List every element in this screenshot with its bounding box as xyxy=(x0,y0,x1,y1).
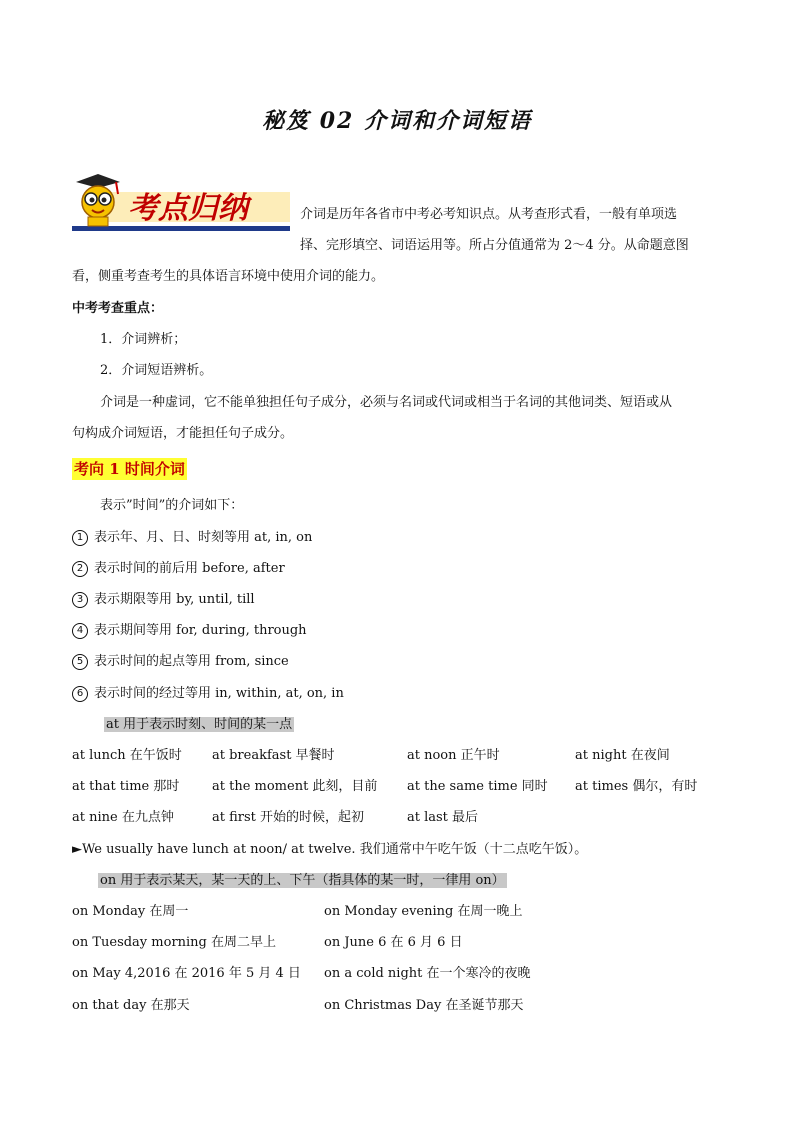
kaodian-guina-logo xyxy=(72,170,290,236)
logo-text: 考点归纳 xyxy=(128,191,248,226)
phrase-cell: at that time 那时 xyxy=(72,779,180,794)
intro-line-3: 看，侧重考查考生的具体语言环境中使用介词的能力。 xyxy=(72,269,385,284)
circled-number: 3 xyxy=(72,592,88,608)
page-title: 秘笈 02 介词和介词短语 xyxy=(262,108,532,134)
circled-number: 6 xyxy=(72,686,88,702)
phrase-cell: on May 4,2016 在 2016 年 5 月 4 日 xyxy=(72,966,301,981)
section-heading: 考向 1 时间介词 xyxy=(74,460,185,478)
phrase-cell: at the moment 此刻，目前 xyxy=(212,779,378,794)
list-item-text: 表示年、月、日、时刻等用 at, in, on xyxy=(94,530,313,545)
phrase-cell: at last 最后 xyxy=(407,810,479,825)
phrase-cell: at the same time 同时 xyxy=(407,779,548,794)
intro-line-1: 介词是历年各省市中考必考知识点。从考查形式看，一般有单项选 xyxy=(300,207,678,222)
phrase-cell: on June 6 在 6 月 6 日 xyxy=(324,935,463,950)
phrase-cell: on that day 在那天 xyxy=(72,998,190,1013)
list-item-text: 表示期限等用 by, until, till xyxy=(94,592,255,607)
phrase-cell: at first 开始的时候，起初 xyxy=(212,810,365,825)
phrase-cell: at lunch 在午饭时 xyxy=(72,748,182,763)
example-sentence: ►We usually have lunch at noon/ at twelve. 我们通常中午吃午饭（十二点吃午饭）。 xyxy=(72,842,588,857)
phrase-cell: at noon 正午时 xyxy=(407,748,500,763)
focus-heading: 中考考查重点： xyxy=(72,301,164,316)
list-item xyxy=(72,684,344,704)
phrase-cell: on Tuesday morning 在周二早上 xyxy=(72,935,277,950)
focus-item-1: 1．介词辨析； xyxy=(100,332,187,347)
at-note: at 用于表示时刻、时间的某一点 xyxy=(106,717,293,732)
phrase-cell: on Monday 在周一 xyxy=(72,904,189,919)
phrase-cell: on a cold night 在一个寒冷的夜晚 xyxy=(324,966,531,981)
list-item xyxy=(72,652,289,672)
list-item xyxy=(72,590,255,610)
circled-number: 1 xyxy=(72,530,88,546)
circled-number: 5 xyxy=(72,654,88,670)
definition-line-2: 句构成介词短语，才能担任句子成分。 xyxy=(72,426,294,441)
list-item-text: 表示时间的经过等用 in, within, at, on, in xyxy=(94,686,344,701)
phrase-cell: on Christmas Day 在圣诞节那天 xyxy=(324,998,524,1013)
focus-item-2: 2．介词短语辨析。 xyxy=(100,363,213,378)
phrase-cell: at times 偶尔，有时 xyxy=(575,779,698,794)
list-item xyxy=(72,528,312,548)
circled-number: 2 xyxy=(72,561,88,577)
list-item-text: 表示时间的前后用 before, after xyxy=(94,561,285,576)
phrase-cell: at night 在夜间 xyxy=(575,748,670,763)
list-item xyxy=(72,559,285,579)
intro-line-2: 择、完形填空、词语运用等。所占分值通常为 2～4 分。从命题意图 xyxy=(300,238,689,253)
owl-mascot-icon xyxy=(72,170,290,236)
list-item xyxy=(72,621,307,641)
list-item-text: 表示时间的起点等用 from, since xyxy=(94,654,289,669)
definition-line-1: 介词是一种虚词，它不能单独担任句子成分，必须与名词或代词或相当于名词的其他词类、短语或从 xyxy=(100,395,673,410)
circled-number: 4 xyxy=(72,623,88,639)
section-lead: 表示”时间”的介词如下： xyxy=(100,498,244,513)
phrase-cell: at breakfast 早餐时 xyxy=(212,748,335,763)
list-item-text: 表示期间等用 for, during, through xyxy=(94,623,307,638)
on-note: on 用于表示某天，某一天的上、下午（指具体的某一时，一律用 on） xyxy=(100,873,505,888)
phrase-cell: at nine 在九点钟 xyxy=(72,810,174,825)
phrase-cell: on Monday evening 在周一晚上 xyxy=(324,904,523,919)
